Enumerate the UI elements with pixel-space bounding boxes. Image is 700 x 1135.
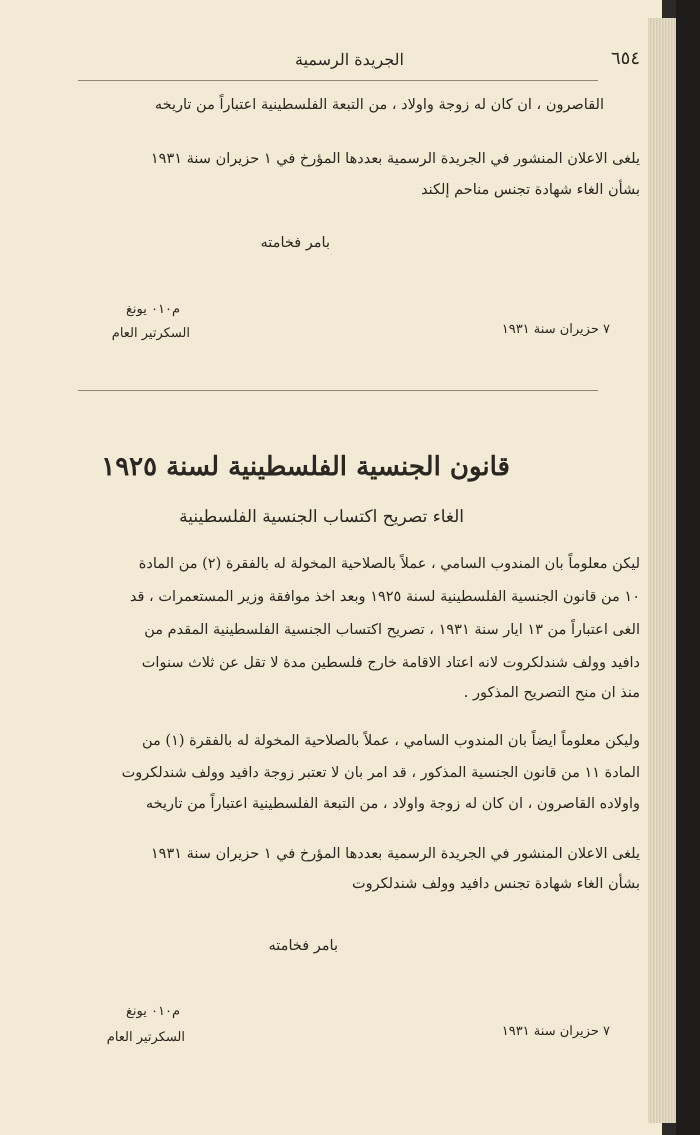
page-stack-edges bbox=[648, 18, 678, 1123]
scan-right-border bbox=[676, 0, 700, 1135]
top-para-line-1: يلغى الاعلان المنشور في الجريدة الرسمية بعددها المؤرخ في ١ حزيران سنة ١٩٣١ bbox=[150, 151, 640, 167]
section-divider bbox=[78, 390, 598, 391]
top-continuation-line: القاصرون ، ان كان له زوجة واولاد ، من التبعة الفلسطينية اعتباراً من تاريخه bbox=[154, 97, 604, 113]
para2-line-2: المادة ١١ من قانون الجنسية المذكور ، قد امر بان لا تعتبر زوجة دافيد وولف شندلكروت bbox=[121, 765, 640, 781]
notice-title: قانون الجنسية الفلسطينية لسنة ١٩٢٥ bbox=[101, 452, 510, 482]
para1-line-2: ١٠ من قانون الجنسية الفلسطينية لسنة ١٩٢٥ وبعد اخذ موافقة وزير المستعمرات ، قد bbox=[129, 589, 640, 605]
para1-line-1: ليكن معلوماً بان المندوب السامي ، عملاً بالصلاحية المخولة له بالفقرة (٢) من المادة bbox=[138, 556, 640, 572]
para1-line-4: دافيد وولف شندلكروت لانه اعتاد الاقامة خارج فلسطين مدة لا تقل عن ثلاث سنوات bbox=[141, 655, 640, 671]
notice-by-order: بامر فخامته bbox=[268, 938, 338, 954]
notice-subtitle: الغاء تصريح اكتساب الجنسية الفلسطينية bbox=[179, 507, 464, 527]
para3-line-2: بشأن الغاء شهادة تجنس دافيد وولف شندلكروت bbox=[352, 876, 640, 892]
top-date: ٧ حزيران سنة ١٩٣١ bbox=[501, 322, 610, 337]
top-by-order: بامر فخامته bbox=[260, 235, 330, 251]
notice-signatory-title: السكرتير العام bbox=[106, 1030, 185, 1045]
top-signatory-title: السكرتير العام bbox=[111, 326, 190, 341]
header-title: الجريدة الرسمية bbox=[294, 50, 404, 69]
header-rule bbox=[78, 80, 598, 81]
page-number: ٦٥٤ bbox=[610, 48, 640, 69]
top-signatory-initials: م٠١٠ يونغ bbox=[125, 302, 180, 317]
para3-line-1: يلغى الاعلان المنشور في الجريدة الرسمية بعددها المؤرخ في ١ حزيران سنة ١٩٣١ bbox=[150, 846, 640, 862]
para1-line-3: الغى اعتباراً من ١٣ ايار سنة ١٩٣١ ، تصريح اكتساب الجنسية الفلسطينية المقدم من bbox=[144, 622, 640, 638]
para2-line-1: وليكن معلوماً ايضاً بان المندوب السامي ، عملاً بالصلاحية المخولة له بالفقرة (١) من bbox=[142, 733, 640, 749]
para2-line-3: واولاده القاصرون ، ان كان له زوجة واولاد ، من التبعة الفلسطينية اعتباراً من تاريخه bbox=[145, 796, 640, 812]
notice-date: ٧ حزيران سنة ١٩٣١ bbox=[501, 1024, 610, 1039]
notice-signatory-initials: م٠١٠ يونغ bbox=[125, 1004, 180, 1019]
top-para-line-2: بشأن الغاء شهادة تجنس مناحم إلكند bbox=[421, 182, 640, 198]
para1-line-5: منذ ان منح التصريح المذكور . bbox=[463, 685, 640, 701]
